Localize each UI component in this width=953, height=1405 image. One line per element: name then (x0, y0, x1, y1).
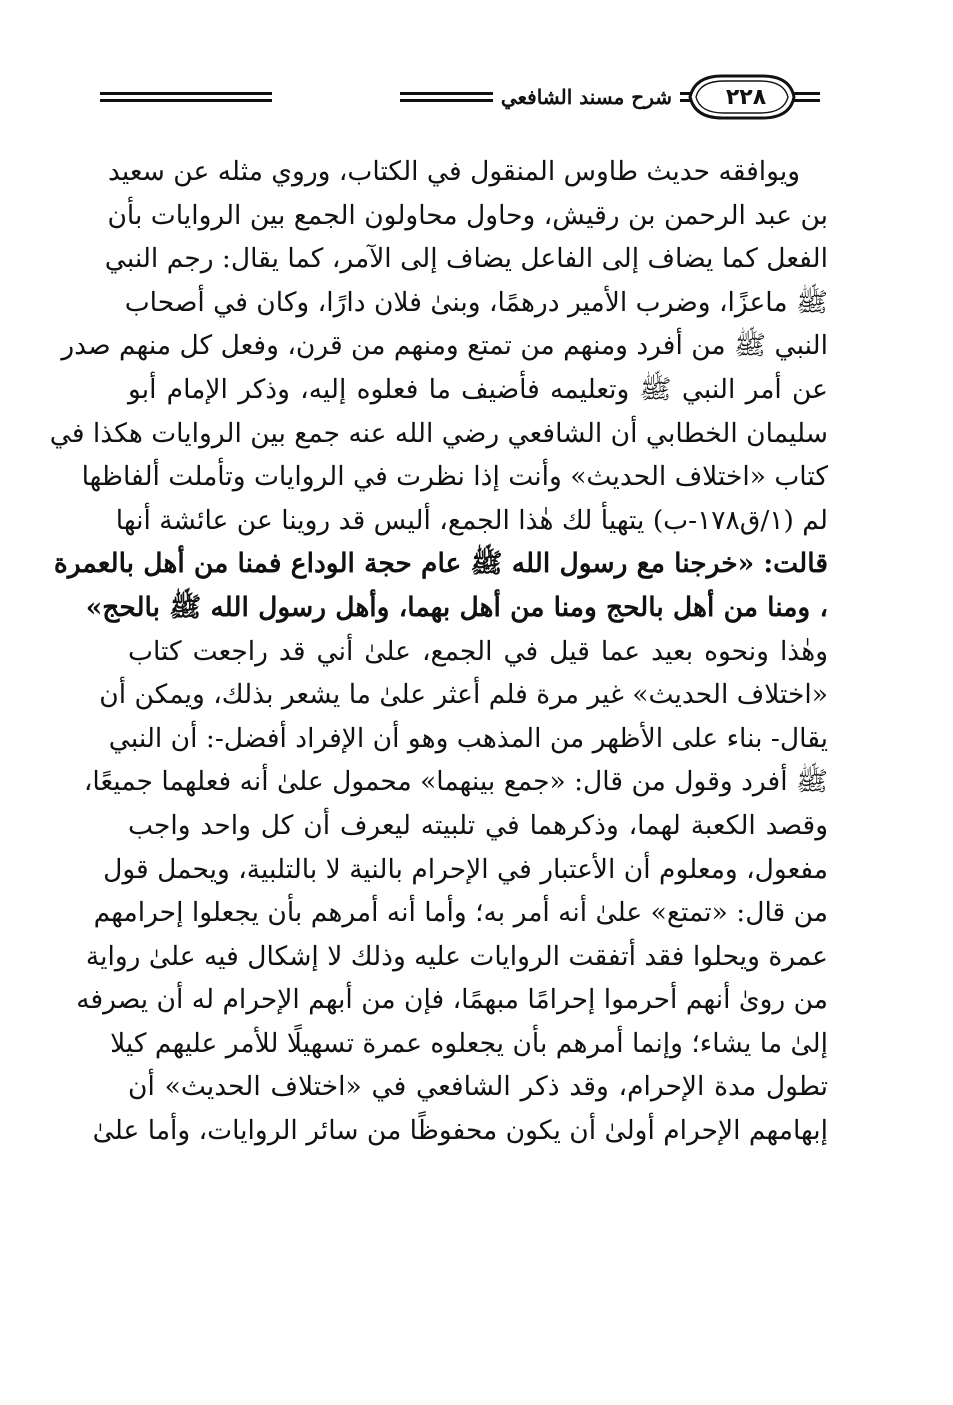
text-line: ﷺ ماعزًا، وضرب الأمير درهمًا، وبنىٰ فلان دارًا، وكان في أصحاب (124, 286, 828, 318)
text-line: إلىٰ ما يشاء؛ وإنما أمرهم بأن يجعلوه عمرة تسهيلًا للأمر عليهم كيلا (110, 1027, 828, 1059)
hadith-quote-line: ، ومنا من أهل بالحج ومنا من أهل بهما، وأهل رسول الله ﷺ بالحج» (85, 591, 828, 623)
text-line: من قال: «تمتع» علىٰ أنه أمر به؛ وأما أنه أمرهم بأن يجعلوا إحرامهم (93, 897, 828, 929)
text-line: مفعول، ومعلوم أن الأعتبار في الإحرام بالنية لا بالتلبية، ويحمل قول (103, 853, 828, 885)
hadith-quote-line: قالت: «خرجنا مع رسول الله ﷺ عام حجة الوداع فمنا من أهل بالعمرة (53, 548, 828, 580)
text-line: عمرة ويحلوا فقد أتفقت الروايات عليه وذلك لا إشكال فيه علىٰ رواية (85, 940, 828, 972)
page-number: ٢٢٨ (725, 85, 767, 110)
text-line: الفعل كما يضاف إلى الفاعل يضاف إلى الآمر، كما يقال: رجم النبي (104, 243, 828, 275)
text-line: ﷺ أفرد وقول من قال: «جمع بينهما» محمول علىٰ أنه فعلهما جميعًا، (83, 766, 828, 798)
body-text (49, 150, 828, 1153)
text-line: النبي ﷺ من أفرد ومنهم من تمتع ومنهم من قرن، وفعل كل منهم صدر (61, 330, 828, 362)
text-line: ويوافقه حديث طاوس المنقول في الكتاب، وروي مثله عن سعيد (107, 156, 800, 187)
text-line: كتاب «اختلاف الحديث» وأنت إذا نظرت في الروايات وتأملت ألفاظها (81, 461, 828, 493)
text-line: وقصد الكعبة لهما، وذكرهما في تلبيته ليعرف أن كل واحد واجب (128, 809, 828, 841)
page-header (100, 70, 820, 126)
text-line: بن عبد الرحمن بن رقيش، وحاول محاولون الجمع بين الروايات بأن (107, 199, 828, 231)
text-line: إبهامهم الإحرام أولىٰ أن يكون محفوظًا من سائر الروايات، وأما علىٰ (92, 1115, 828, 1147)
book-title: شرح مسند الشافعي (493, 82, 680, 112)
text-line: تطول مدة الإحرام، وقد ذكر الشافعي في «اختلاف الحديث» أن (128, 1071, 828, 1103)
text-line: لم (١/ق١٧٨-ب) يتهيأ لك هٰذا الجمع، أليس قد روينا عن عائشة أنها (115, 504, 828, 536)
text-line: وهٰذا ونحوه بعيد عما قيل في الجمع، علىٰ أني قد راجعت كتاب (128, 635, 828, 667)
text-line: سليمان الخطابي أن الشافعي رضي الله عنه جمع بين الروايات هكذا في (49, 417, 828, 449)
text-line: «اختلاف الحديث» غير مرة فلم أعثر علىٰ ما يشعر بذلك، ويمكن أن (99, 679, 828, 711)
text-line: من روىٰ أنهم أحرموا إحرامًا مبهمًا، فإن من أبهم الإحرام له أن يصرفه (76, 984, 828, 1016)
text-line: عن أمر النبي ﷺ وتعليمه فأضيف ما فعلوه إليه، وذكر الإمام أبو (128, 373, 828, 405)
text-line: يقال- بناء على الأظهر من المذهب وهو أن الإفراد أفضل-: أن النبي (108, 722, 828, 754)
